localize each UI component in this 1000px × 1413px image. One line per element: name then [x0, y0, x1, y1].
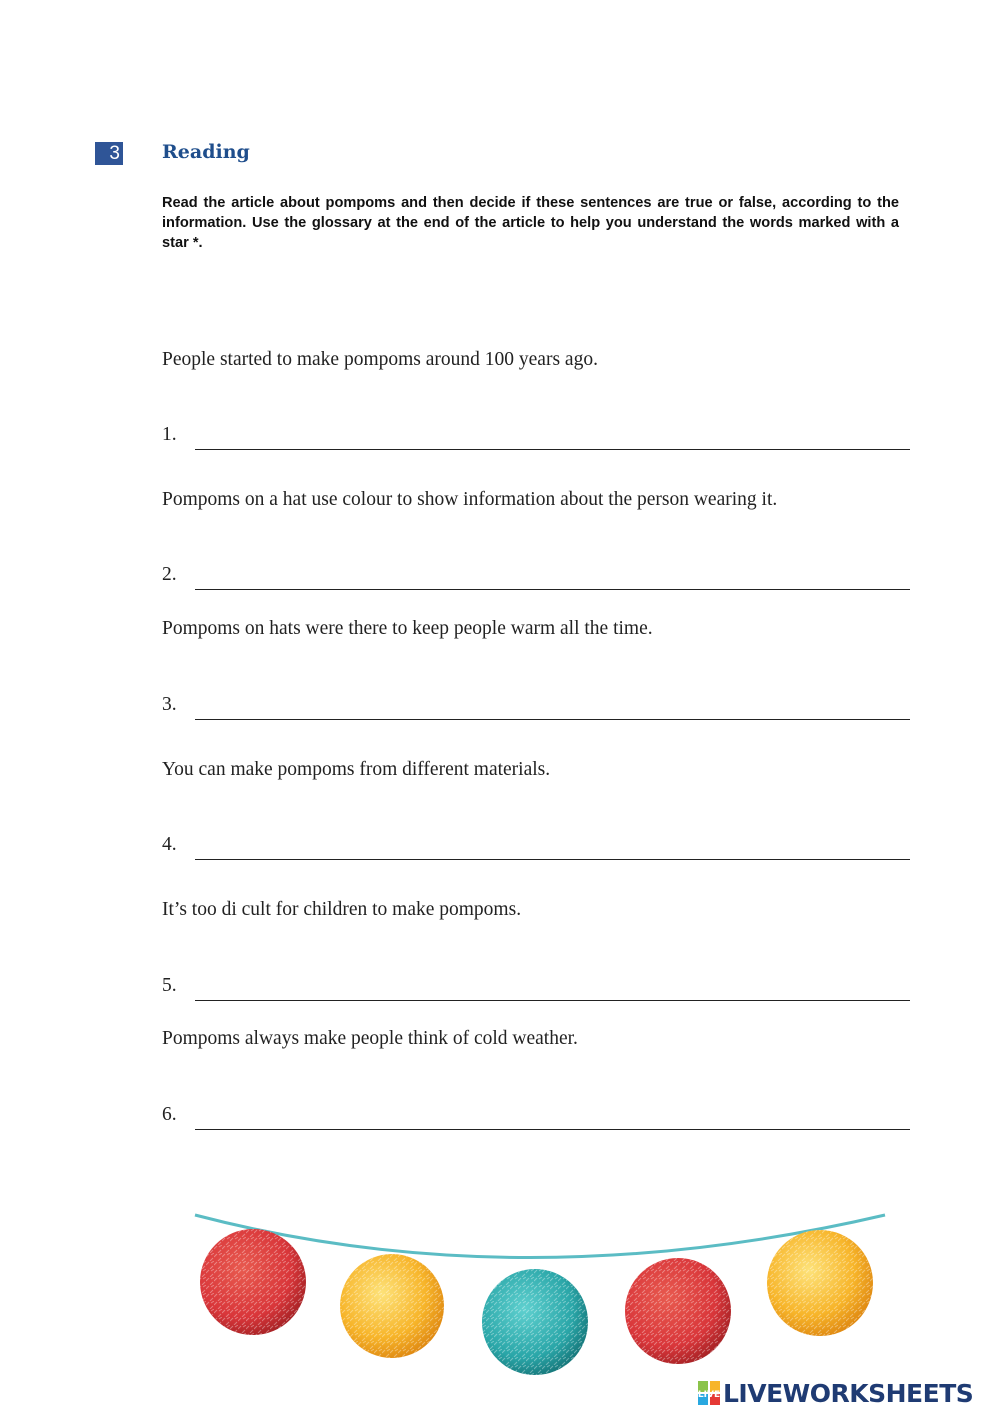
answer-number-1: 1. [162, 424, 177, 445]
answer-number-6: 6. [162, 1104, 177, 1125]
liveworksheets-wordmark: LIVEWORKSHEETS [723, 1378, 974, 1408]
instructions: Read the article about pompoms and then decide if these sentences are true or false, according to the information. Use the glossary at the end of the article to help you understand the words marked with a star *. [162, 195, 899, 251]
answer-row-6 [162, 1104, 910, 1130]
statement-4: You can make pompoms from different materials. [162, 759, 551, 780]
answer-input-6[interactable] [195, 1104, 910, 1130]
answer-input-5[interactable] [195, 975, 910, 1001]
answer-row-4 [162, 834, 910, 860]
section-number-badge: 3 [95, 142, 123, 165]
liveworksheets-logo-icon [698, 1381, 720, 1405]
answer-row-1 [162, 424, 910, 450]
answer-input-3[interactable] [195, 694, 910, 720]
answer-row-5 [162, 975, 910, 1001]
answer-input-4[interactable] [195, 834, 910, 860]
pompom-red-1 [200, 1229, 306, 1335]
statement-5: It’s too di cult for children to make pompoms. [162, 899, 522, 920]
answer-number-2: 2. [162, 564, 177, 585]
statement-3: Pompoms on hats were there to keep people warm all the time. [162, 618, 653, 639]
section-title: Reading [162, 141, 250, 163]
pompom-garland-illustration [190, 1205, 890, 1380]
statement-2: Pompoms on a hat use colour to show information about the person wearing it. [162, 489, 778, 510]
answer-input-2[interactable] [195, 564, 910, 590]
liveworksheets-branding [698, 1378, 973, 1408]
statement-6: Pompoms always make people think of cold weather. [162, 1028, 578, 1049]
pompom-teal [482, 1269, 588, 1375]
answer-input-1[interactable] [195, 424, 910, 450]
answer-row-3 [162, 694, 910, 720]
pompom-red-2 [625, 1258, 731, 1364]
answer-number-3: 3. [162, 694, 177, 715]
pompom-yellow-1 [340, 1254, 444, 1358]
pompom-yellow-2 [767, 1230, 873, 1336]
answer-number-5: 5. [162, 975, 177, 996]
logo-letters: LIVE [698, 1390, 720, 1400]
answer-row-2 [162, 564, 910, 590]
answer-number-4: 4. [162, 834, 177, 855]
statement-1: People started to make pompoms around 100 years ago. [162, 349, 598, 370]
